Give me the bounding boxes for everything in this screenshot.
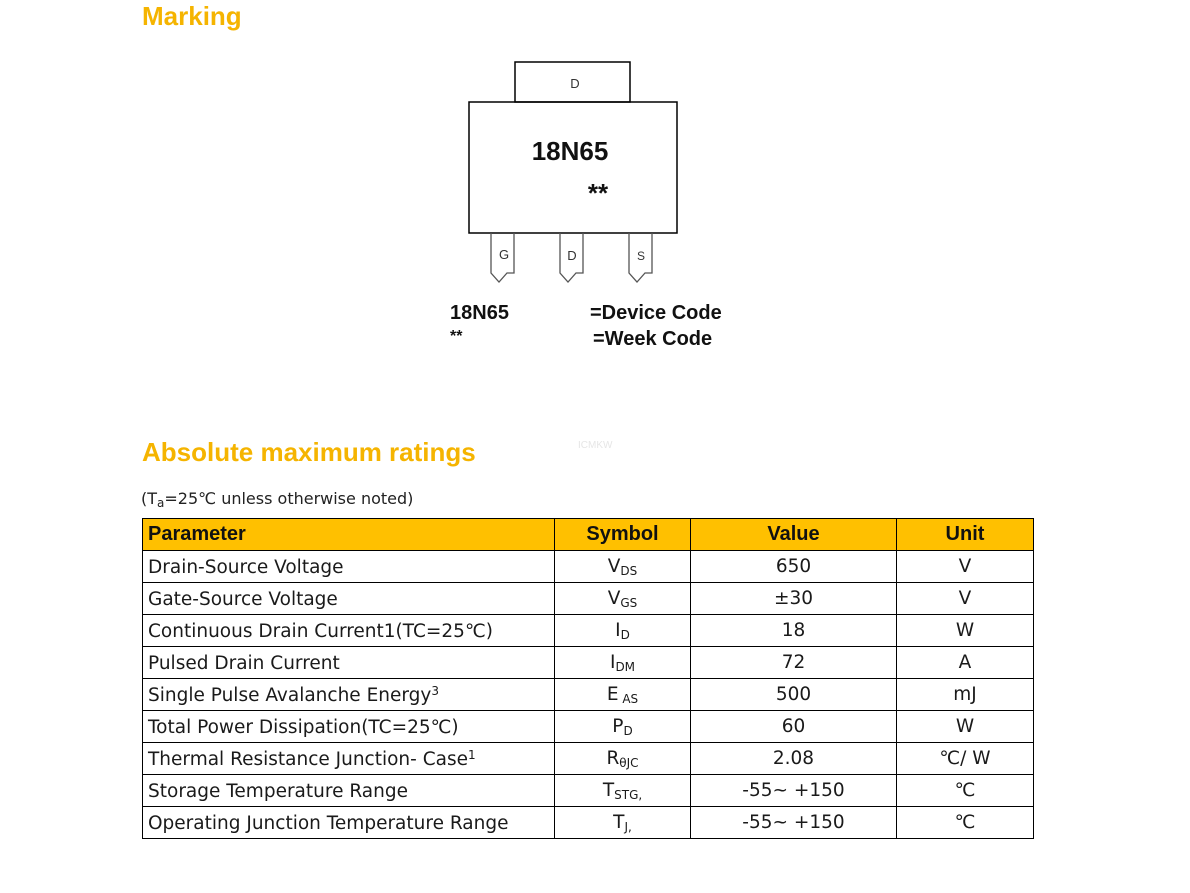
symbol-cell: $I_{DM}$: [555, 647, 691, 679]
watermark-text: ICMKW: [578, 440, 613, 451]
symbol-cell: $V_{DS}$: [555, 551, 691, 583]
parameter-cell: Operating Junction Temperature Range: [143, 807, 555, 839]
tab-label: D: [570, 76, 580, 91]
unit-cell: V: [897, 583, 1034, 615]
conditions-note: ($T_a=25℃$ unless otherwise noted): [141, 489, 414, 510]
unit-cell: A: [897, 647, 1034, 679]
pin-label-g: G: [498, 247, 510, 262]
parameter-cell: Thermal Resistance Junction- Case$^1$: [143, 743, 555, 775]
parameter-cell: Gate-Source Voltage: [143, 583, 555, 615]
table-row: [143, 615, 1034, 647]
table-header-row: [143, 519, 1034, 551]
value-cell: 500: [691, 679, 897, 711]
unit-cell: ℃: [897, 775, 1034, 807]
table-row: [143, 647, 1034, 679]
legend-device-code: 18N65: [450, 302, 509, 324]
table-row: [143, 743, 1034, 775]
parameter-cell: Storage Temperature Range: [143, 775, 555, 807]
table-row: [143, 679, 1034, 711]
package-body: [469, 102, 677, 233]
device-code-marking: 18N65: [531, 136, 609, 166]
parameter-cell: Total Power Dissipation(TC=25℃): [143, 711, 555, 743]
header-unit: Unit: [897, 519, 1034, 551]
unit-cell: W: [897, 615, 1034, 647]
value-cell: 650: [691, 551, 897, 583]
marking-title: Marking: [142, 1, 242, 31]
ratings-title: Absolute maximum ratings: [142, 437, 476, 467]
parameter-cell: Drain-Source Voltage: [143, 551, 555, 583]
unit-cell: ℃/ W: [897, 743, 1034, 775]
value-cell: 2.08: [691, 743, 897, 775]
legend-week-code-meaning: =Week Code: [593, 328, 713, 350]
symbol-cell: $T_{STG,}$: [555, 775, 691, 807]
symbol-cell: E $_{AS}$: [555, 679, 691, 711]
parameter-cell: Single Pulse Avalanche Energy$^3$: [143, 679, 555, 711]
value-cell: 18: [691, 615, 897, 647]
symbol-cell: $T_{J,}$: [555, 807, 691, 839]
table-row: [143, 583, 1034, 615]
symbol-cell: $V_{GS}$: [555, 583, 691, 615]
legend-device-code-meaning: =Device Code: [590, 302, 722, 324]
table-row: [143, 807, 1034, 839]
unit-cell: mJ: [897, 679, 1034, 711]
header-parameter: Parameter: [143, 519, 555, 551]
symbol-cell: $P_D$: [555, 711, 691, 743]
pin-label-s: S: [636, 249, 646, 263]
symbol-cell: $R_{\theta JC}$: [555, 743, 691, 775]
parameter-cell: Continuous Drain Current1(TC=25℃): [143, 615, 555, 647]
symbol-cell: $I_D$: [555, 615, 691, 647]
value-cell: -55~ +150: [691, 807, 897, 839]
table-row: [143, 551, 1034, 583]
unit-cell: W: [897, 711, 1034, 743]
unit-cell: ℃: [897, 807, 1034, 839]
week-code-marking: **: [587, 178, 609, 208]
table-row: [143, 775, 1034, 807]
value-cell: 60: [691, 711, 897, 743]
marking-diagram: [440, 58, 760, 358]
header-symbol: Symbol: [555, 519, 691, 551]
value-cell: 72: [691, 647, 897, 679]
value-cell: -55~ +150: [691, 775, 897, 807]
header-value: Value: [691, 519, 897, 551]
ratings-table: [142, 518, 1034, 839]
pin-label-d: D: [567, 248, 577, 263]
unit-cell: V: [897, 551, 1034, 583]
parameter-cell: Pulsed Drain Current: [143, 647, 555, 679]
legend-week-code: **: [450, 328, 463, 345]
value-cell: ±30: [691, 583, 897, 615]
table-row: [143, 711, 1034, 743]
